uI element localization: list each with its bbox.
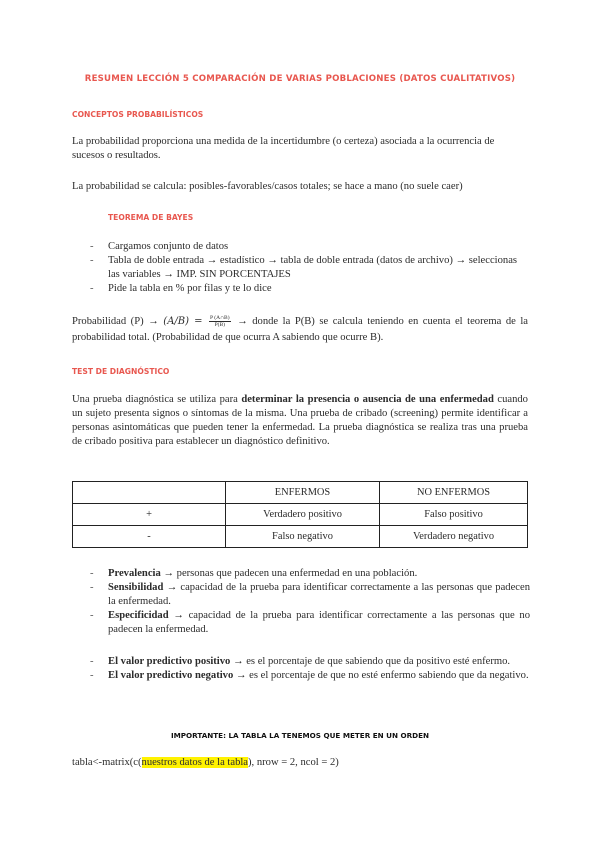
- table-header-cell: ENFERMOS: [226, 482, 380, 504]
- term-label: Sensibilidad: [108, 582, 164, 593]
- table-header-cell: NO ENFERMOS: [380, 482, 528, 504]
- heading-test-diagnostico: TEST DE DIAGNÓSTICO: [72, 367, 170, 376]
- important-note: IMPORTANTE: LA TABLA LA TENEMOS QUE METER EN UN ORDEN: [170, 731, 430, 740]
- formula-fraction: [209, 315, 231, 328]
- term-description: → es el porcentaje de que sabiendo que da positivo esté enfermo.: [230, 656, 511, 667]
- list-item: - Tabla de doble entrada → estadístico → tabla de doble entrada (datos de archivo) → seleccionas las variables → IMP. SIN PORCENTAJES: [90, 254, 530, 282]
- table-cell: [73, 482, 226, 504]
- term-label: El valor predictivo negativo: [108, 670, 234, 681]
- list-item: - Pide la tabla en % por filas y te lo dice: [90, 282, 530, 296]
- diagnostic-table: [72, 481, 528, 548]
- table-cell: -: [73, 526, 226, 548]
- intro-text: Una prueba diagnóstica se utiliza para: [72, 394, 242, 405]
- term-description: → capacidad de la prueba para identificar correctamente a las personas que no padecen la enfermedad.: [108, 610, 530, 635]
- bayes-steps-list: [90, 240, 530, 296]
- code-suffix: ), nrow = 2, ncol = 2): [248, 757, 339, 768]
- formula-lhs: (A/B) =: [163, 316, 203, 327]
- intro-text-rest: cuando un sujeto presenta signos o síntomas de la misma. Una prueba de cribado (screening) permite identificar a personas asintomáticas que pueden tener la enfermedad. La prueba diagnóstica se realiza tras una prueba de cribado positiva para establecer un diagnóstico definitivo.: [72, 394, 528, 447]
- heading-bayes: TEOREMA DE BAYES: [108, 213, 194, 222]
- list-item: [90, 655, 530, 669]
- term-label: Especificidad: [108, 610, 169, 621]
- formula-denominator: P(B): [214, 322, 225, 329]
- code-line: [72, 756, 528, 770]
- term-description: → es el porcentaje de que no esté enfermo sabiendo que da negativo.: [233, 670, 529, 681]
- paragraph-probability-calc: La probabilidad se calcula: posibles-favorables/casos totales; se hace a mano (no suele caer): [72, 181, 463, 192]
- formula-numerator: P (A∩B): [210, 315, 230, 322]
- list-item: [90, 609, 530, 637]
- paragraph-bayes-formula: [72, 314, 528, 346]
- table-row: [73, 526, 528, 548]
- table-row: [73, 504, 528, 526]
- document-title: RESUMEN LECCIÓN 5 COMPARACIÓN DE VARIAS POBLACIONES (DATOS CUALITATIVOS): [84, 74, 516, 84]
- predictive-values-list: [90, 655, 530, 683]
- formula-prefix: Probabilidad (P) →: [72, 316, 159, 327]
- test-terms-list: [90, 567, 530, 637]
- table-cell: Falso negativo: [226, 526, 380, 548]
- table-cell: Falso positivo: [380, 504, 528, 526]
- heading-conceptos: CONCEPTOS PROBABILÍSTICOS: [72, 110, 204, 119]
- intro-bold-text: determinar la presencia o ausencia de una enfermedad: [241, 394, 494, 405]
- term-description: → personas que padecen una enfermedad en una población.: [160, 568, 418, 579]
- table-header-row: [73, 482, 528, 504]
- code-highlight: nuestros datos de la tabla: [141, 757, 249, 768]
- term-label: Prevalencia: [108, 568, 161, 579]
- paragraph-test-intro: [72, 393, 528, 449]
- list-item: - Cargamos conjunto de datos: [90, 240, 530, 254]
- code-prefix: tabla<-matrix(c(: [72, 757, 142, 768]
- formula-suffix: → donde la P(B) se calcula teniendo en cuenta el teorema de la probabilidad total. (Probabilidad de que ocurra A sabiendo que ocurre B).: [72, 316, 528, 343]
- table-cell: Verdadero negativo: [380, 526, 528, 548]
- paragraph-probability-definition: La probabilidad proporciona una medida de la incertidumbre (o certeza) asociada a la ocurrencia de sucesos o resultados.: [72, 136, 495, 161]
- table-cell: +: [73, 504, 226, 526]
- list-item: [90, 669, 530, 683]
- table-cell: Verdadero positivo: [226, 504, 380, 526]
- list-item: [90, 567, 530, 581]
- list-item: [90, 581, 530, 609]
- term-description: → capacidad de la prueba para identificar correctamente a las personas que padecen la enfermedad.: [108, 582, 530, 607]
- term-label: El valor predictivo positivo: [108, 656, 231, 667]
